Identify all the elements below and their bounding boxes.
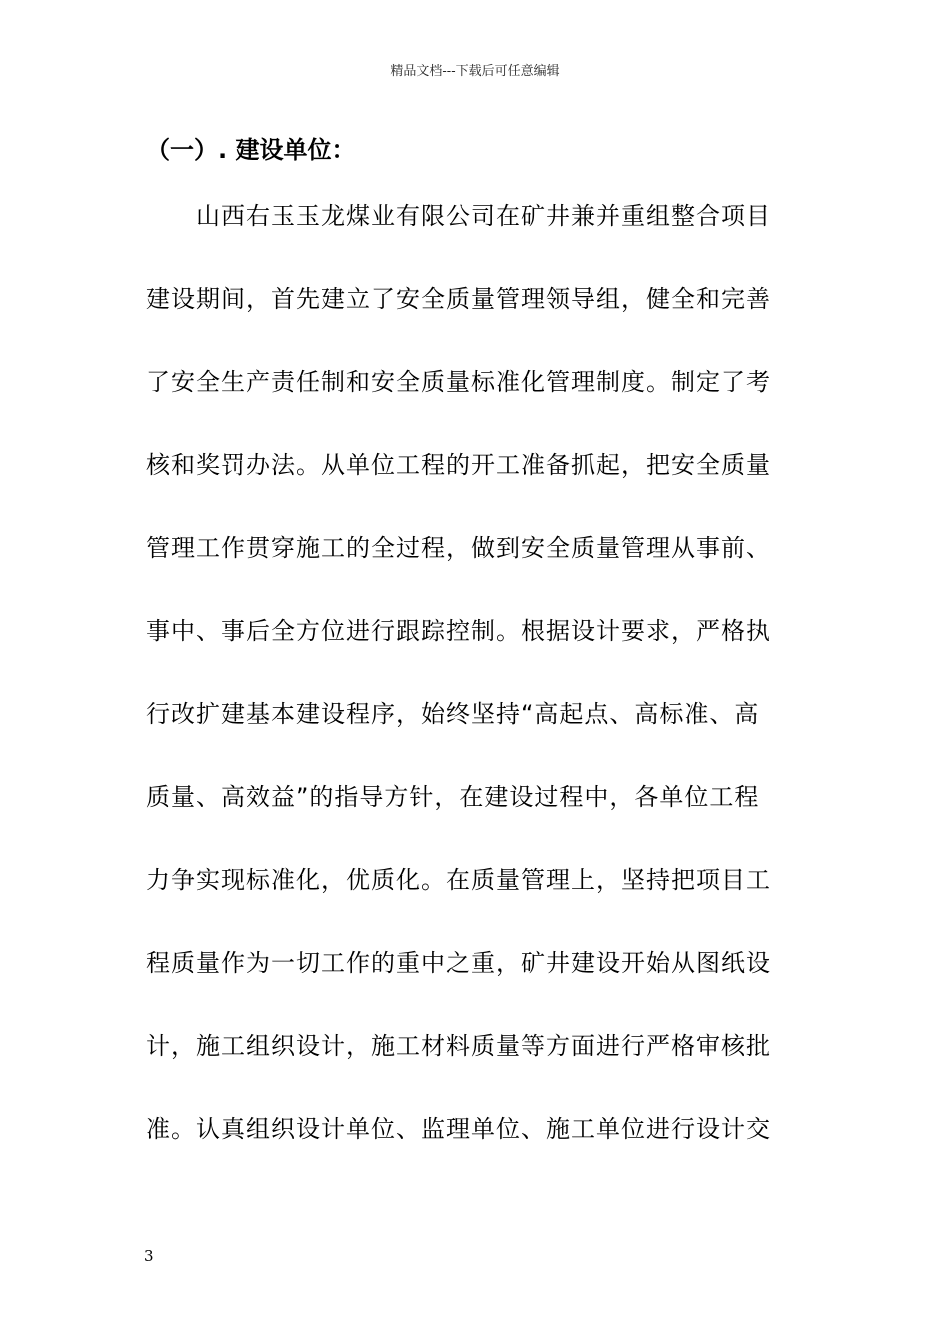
body-line-6: 事中、事后全方位进行跟踪控制。根据设计要求，严格执 [146,617,771,645]
body-line-10: 程质量作为一切工作的重中之重，矿井建设开始从图纸设 [146,949,771,977]
body-line-2: 建设期间，首先建立了安全质量管理领导组，健全和完善 [146,285,771,313]
page-header: 精品文档---下载后可任意编辑 [390,64,560,79]
section-heading: （一）. 建设单位： [146,136,356,164]
body-line-4: 核和奖罚办法。从单位工程的开工准备抓起，把安全质量 [146,451,771,479]
body-line-3: 了安全生产责任制和安全质量标准化管理制度。制定了考 [146,368,771,396]
page-number: 3 [144,1247,154,1265]
body-line-12: 准。认真组织设计单位、监理单位、施工单位进行设计交 [146,1115,771,1143]
body-line-1: 山西右玉玉龙煤业有限公司在矿井兼并重组整合项目 [146,202,771,230]
body-line-5: 管理工作贯穿施工的全过程，做到安全质量管理从事前、 [146,534,771,562]
body-line-8: 质量、高效益”的指导方针，在建设过程中，各单位工程 [146,783,760,811]
body-line-11: 计，施工组织设计，施工材料质量等方面进行严格审核批 [146,1032,771,1060]
body-line-7: 行改扩建基本建设程序，始终坚持“高起点、高标准、高 [146,700,760,728]
body-line-9: 力争实现标准化，优质化。在质量管理上，坚持把项目工 [146,866,771,894]
